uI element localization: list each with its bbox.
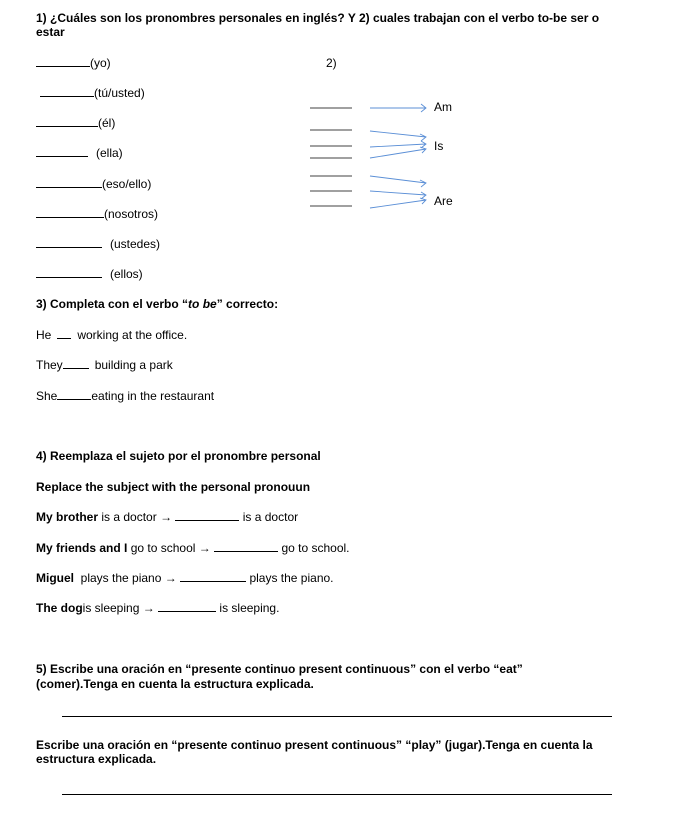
q3-title-suffix: ” correcto: <box>216 297 279 311</box>
item-rest: is sleeping. <box>219 601 280 615</box>
answer-line[interactable] <box>62 794 612 795</box>
q3-sentence <box>36 358 173 372</box>
pronoun-label: (yo) <box>90 56 111 70</box>
item-middle: go to school <box>130 541 196 555</box>
q4-item <box>36 510 298 524</box>
sentence-rest: working at the office. <box>77 328 188 342</box>
item-subject: Miguel <box>36 571 74 585</box>
item-subject: My brother <box>36 510 99 524</box>
arrow-icon: → <box>142 601 155 615</box>
arrow-to-are <box>370 198 426 208</box>
sentence-subject: They <box>36 358 63 372</box>
item-rest: go to school. <box>281 541 350 555</box>
item-middle: plays the piano <box>80 571 162 585</box>
sentence-rest: building a park <box>94 358 173 372</box>
item-rest: is a doctor <box>242 510 299 524</box>
pronoun-label: (ustedes) <box>110 237 161 251</box>
pronoun-label: (eso/ello) <box>102 177 152 191</box>
q3-sentence <box>36 389 214 403</box>
q5-line2: (comer).Tenga en cuenta la estructura explicada. <box>36 677 314 691</box>
verb-is: Is <box>434 139 444 153</box>
verb-am: Am <box>434 100 452 114</box>
q4-subtitle: Replace the subject with the personal pronouun <box>36 480 311 494</box>
item-subject: The dog <box>36 601 83 615</box>
q3-title-prefix: 3) Completa con el verbo “ <box>36 297 189 311</box>
item-middle: is sleeping <box>82 601 140 615</box>
sentence-subject: She <box>36 389 58 403</box>
answer-blank[interactable] <box>57 389 91 400</box>
pronoun-label: (ella) <box>96 146 123 160</box>
sentence-subject: He <box>36 328 52 342</box>
q5-line1: 5) Escribe una oración en “presente continuo present continuous” con el verbo “eat” <box>36 662 523 676</box>
verb-are: Are <box>434 194 453 208</box>
q5-second-line1: Escribe una oración en “presente continuo present continuous” “play” (jugar).Tenga en cuenta la <box>36 738 593 752</box>
q5-second-line2: estructura explicada. <box>36 752 157 766</box>
arrow-icon: → <box>164 571 177 585</box>
arrow-icon: → <box>198 541 211 555</box>
arrow-icon: → <box>160 510 173 524</box>
pronoun-label: (tú/usted) <box>94 86 145 100</box>
q1-title-line2: estar <box>36 25 65 39</box>
pronoun-label: (nosotros) <box>104 207 159 221</box>
answer-blank[interactable] <box>158 601 216 612</box>
q2-number: 2) <box>326 56 337 70</box>
arrow-to-is <box>370 131 426 141</box>
arrow-to-are <box>370 176 426 187</box>
pronoun-label: (él) <box>98 116 116 130</box>
q4-item <box>36 601 279 615</box>
q3-title <box>36 297 278 311</box>
arrow-to-is <box>370 141 426 148</box>
arrow-to-am <box>370 104 426 112</box>
q3-sentence <box>36 328 187 342</box>
answer-blank[interactable] <box>57 328 71 339</box>
answer-blank[interactable] <box>175 510 239 521</box>
q1-title-line1: 1) ¿Cuáles son los pronombres personales en inglés? Y 2) cuales trabajan con el verbo to-be ser o <box>36 11 600 25</box>
item-subject: My friends and I <box>36 541 128 555</box>
q4-item <box>36 541 350 555</box>
pronoun-label: (ellos) <box>110 267 143 281</box>
arrow-to-are <box>370 191 426 199</box>
answer-blank[interactable] <box>63 358 89 369</box>
arrow-to-is <box>370 147 426 158</box>
answer-blank[interactable] <box>214 541 278 552</box>
answer-line[interactable] <box>62 716 612 717</box>
q4-item <box>36 571 334 585</box>
sentence-rest: eating in the restaurant <box>91 389 215 403</box>
q4-title: 4) Reemplaza el sujeto por el pronombre personal <box>36 449 321 463</box>
answer-blank[interactable] <box>180 571 246 582</box>
item-middle: is a doctor <box>101 510 157 524</box>
item-rest: plays the piano. <box>249 571 334 585</box>
q3-title-verb: to be <box>188 297 217 311</box>
